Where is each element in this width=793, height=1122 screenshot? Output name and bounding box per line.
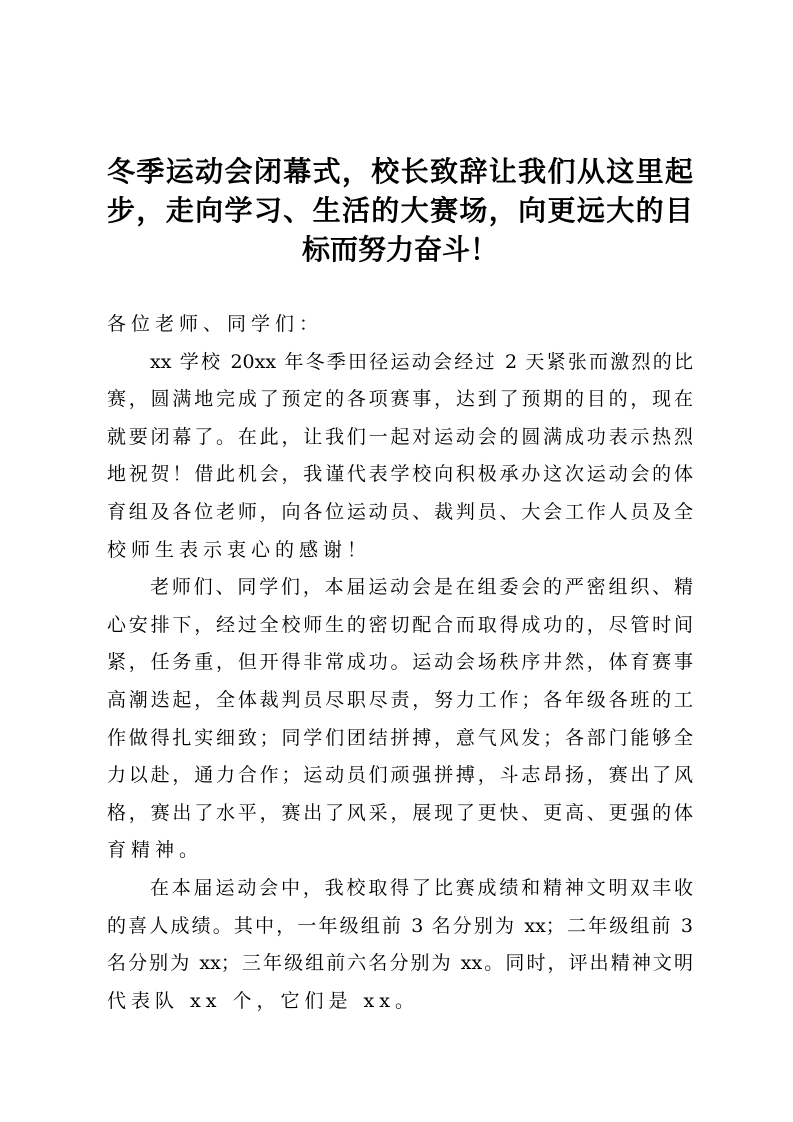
paragraph xyxy=(107,344,693,570)
title-line: 步，走向学习、生活的大赛场，向更远大的目 xyxy=(107,194,693,227)
paragraph-line: 育组及各位老师，向各位运动员、裁判员、大会工作人员及全 xyxy=(107,500,693,523)
paragraph-line: 作做得扎实细致；同学们团结拼搏，意气风发；各部门能够全 xyxy=(107,726,693,749)
paragraph-line: 就要闭幕了。在此，让我们一起对运动会的圆满成功表示热烈 xyxy=(107,425,693,448)
paragraph-line: 名分别为 xx；三年级组前六名分别为 xx。同时，评出精神文明 xyxy=(107,952,693,975)
paragraph-line: 校师生表示衷心的感谢！ xyxy=(107,538,372,561)
paragraph-line: 的喜人成绩。其中，一年级组前 3 名分别为 xx；二年级组前 3 xyxy=(107,914,693,937)
paragraph-line: xx 学校 20xx 年冬季田径运动会经过 2 天紧张而激烈的比 xyxy=(150,350,693,373)
paragraph-line: 代表队 xx 个，它们是 xx。 xyxy=(107,989,419,1012)
paragraph-line: 高潮迭起，全体裁判员尽职尽责，努力工作；各年级各班的工 xyxy=(107,688,693,711)
paragraph-line: 地祝贺！借此机会，我谨代表学校向积极承办这次运动会的体 xyxy=(107,463,693,486)
title-line: 标而努力奋斗！ xyxy=(301,233,498,266)
paragraph-line: 心安排下，经过全校师生的密切配合而取得成功的，尽管时间 xyxy=(107,613,693,636)
document-body xyxy=(107,306,693,1020)
document-title xyxy=(107,152,693,269)
paragraph xyxy=(107,870,693,1020)
paragraph-line: 赛，圆满地完成了预定的各项赛事，达到了预期的目的，现在 xyxy=(107,388,693,411)
paragraph-line: 格，赛出了水平，赛出了风采，展现了更快、更高、更强的体 xyxy=(107,801,693,824)
title-line: 冬季运动会闭幕式，校长致辞让我们从这里起 xyxy=(107,155,693,188)
paragraph-line: 育精神。 xyxy=(107,839,204,862)
paragraph-line: 在本届运动会中，我校取得了比赛成绩和精神文明双丰收 xyxy=(150,876,693,899)
paragraph-line: 紧，任务重，但开得非常成功。运动会场秩序井然，体育赛事 xyxy=(107,651,693,674)
greeting: 各位老师、同学们： xyxy=(107,313,324,335)
paragraph xyxy=(107,569,693,870)
paragraph-line: 力以赴，通力合作；运动员们顽强拼搏，斗志昂扬，赛出了风 xyxy=(107,764,693,787)
paragraph-line: 老师们、同学们，本届运动会是在组委会的严密组织、精 xyxy=(150,576,693,599)
